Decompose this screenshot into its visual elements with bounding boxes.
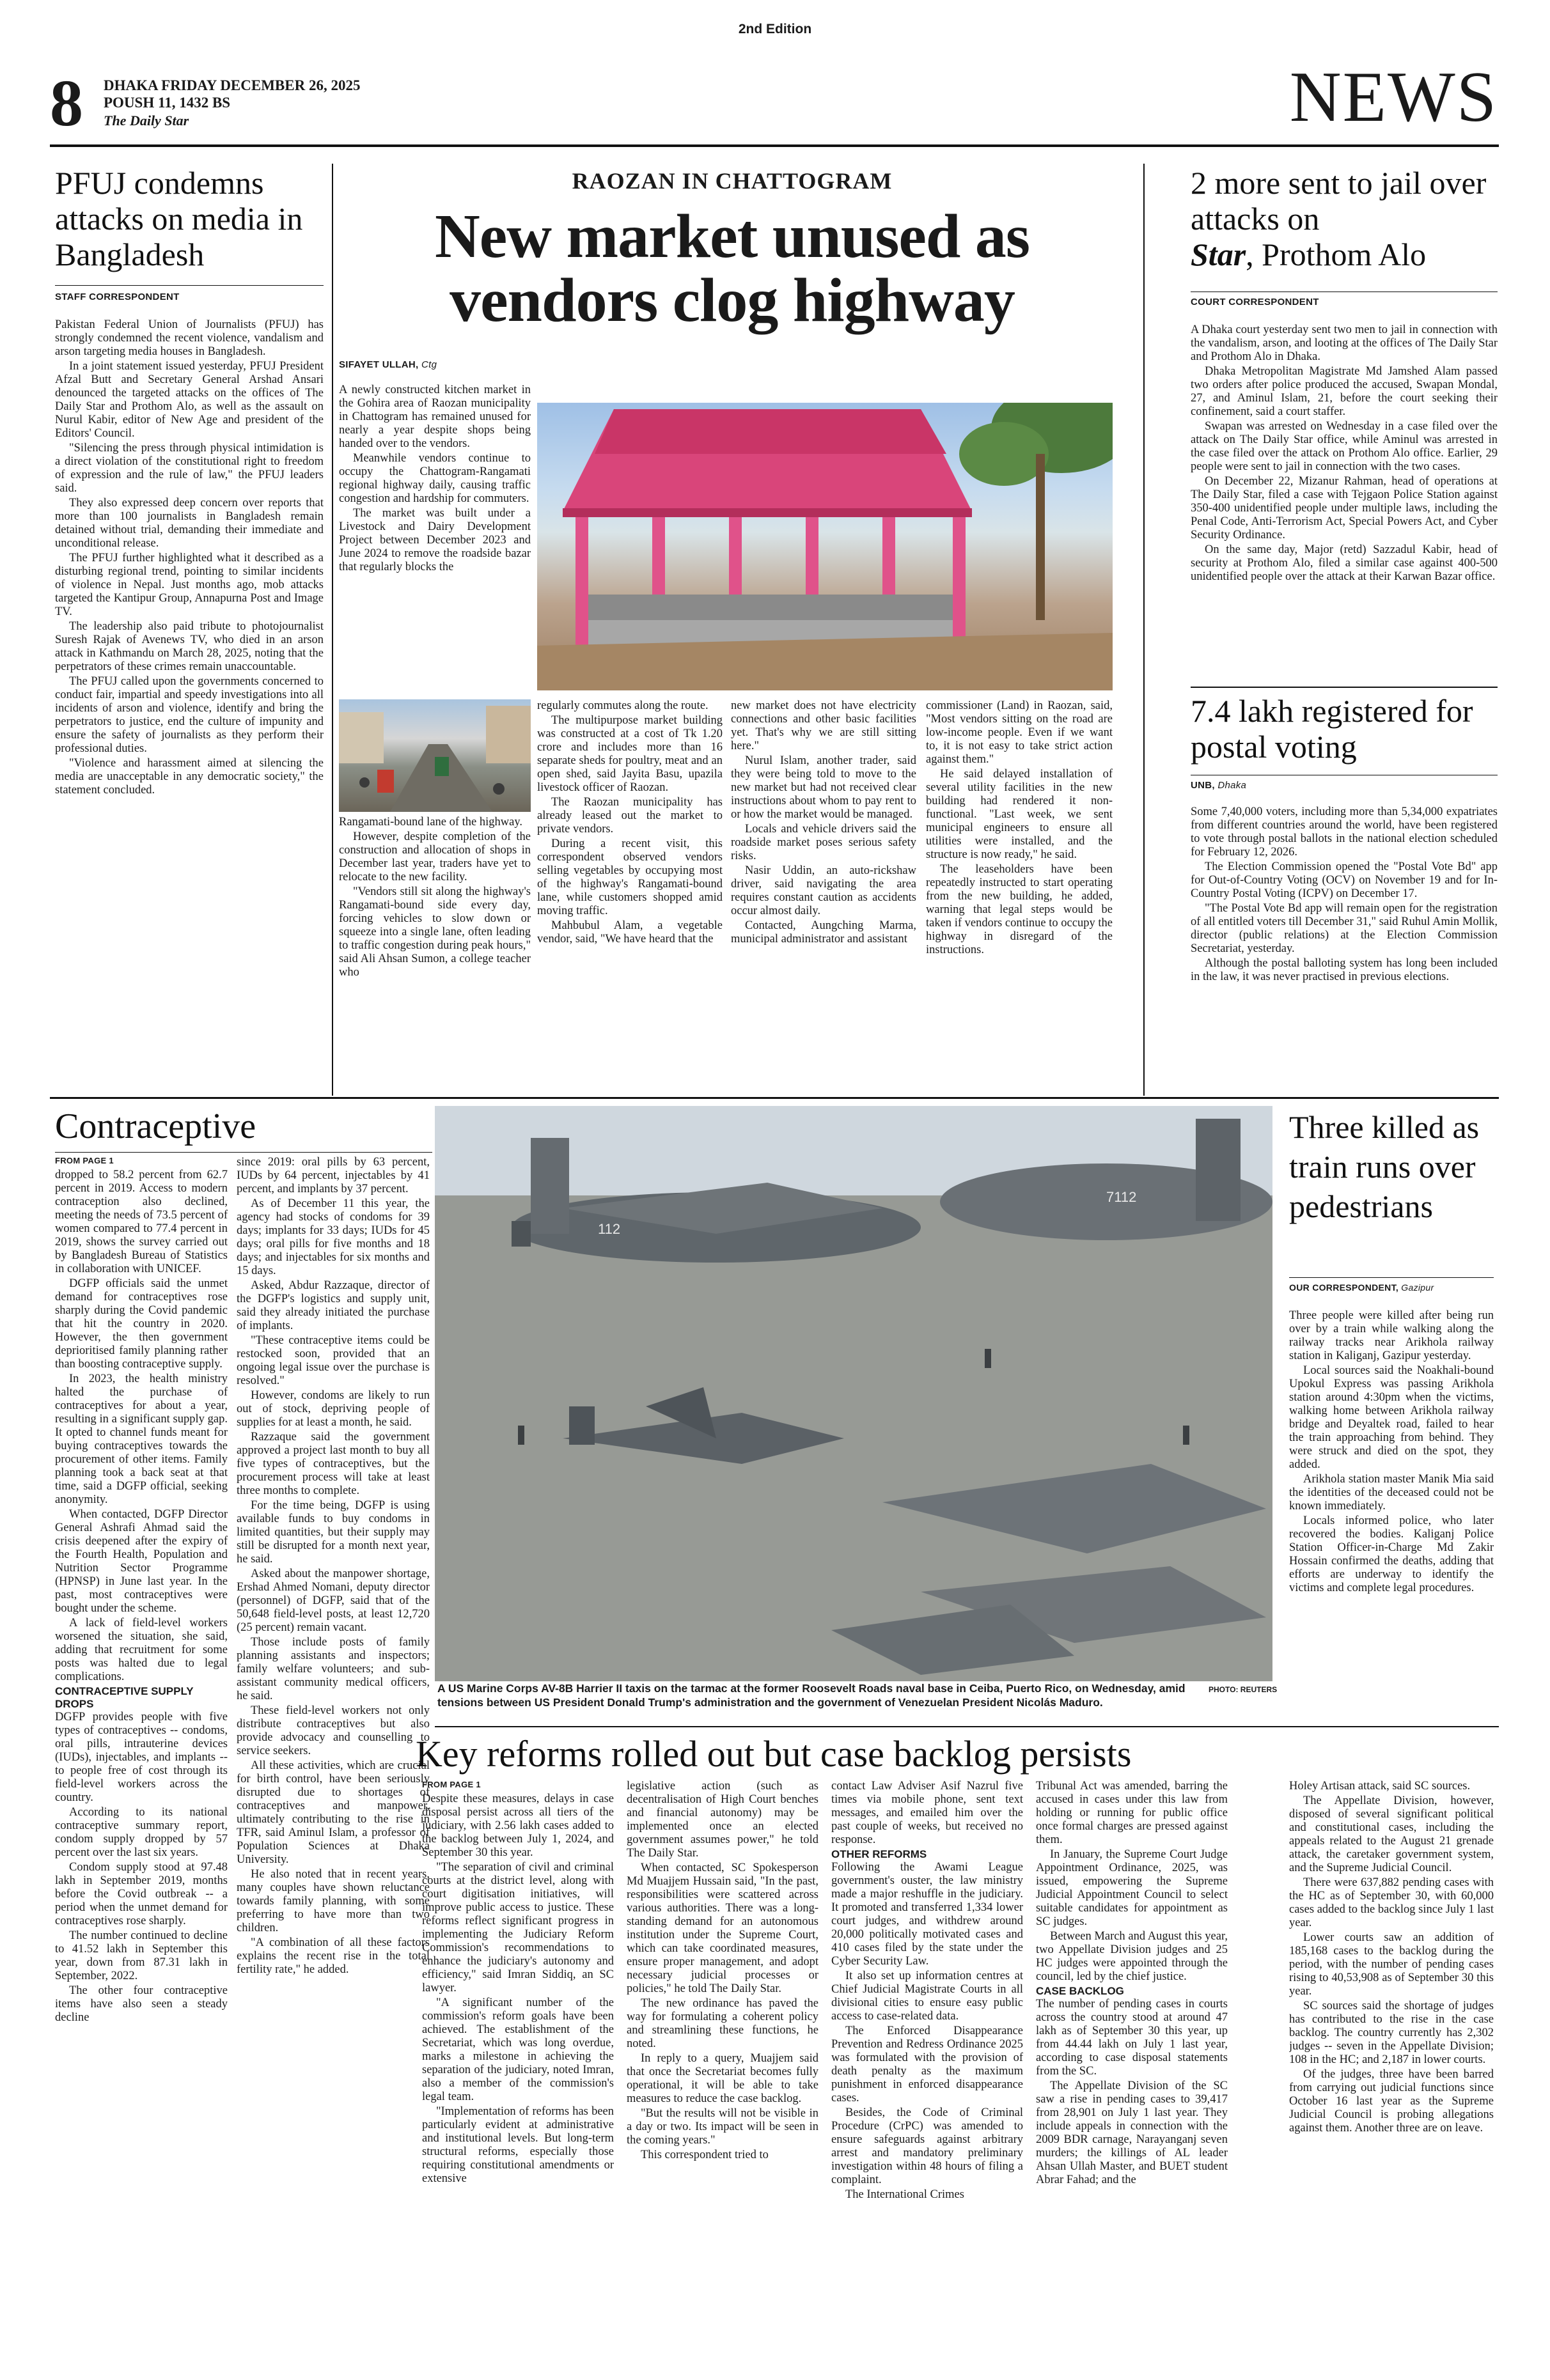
reforms-paragraph: "A significant number of the commission's reform goals have been achieved. The establishment of the Secretariat, which was long overdue, marks a milestone in achieving the separation of the judiciary, noted Imran, also a member of the commission's legal team. xyxy=(422,1996,614,2103)
pfuj-paragraph: "Silencing the press through physical intimidation is a direct violation of the constitutional right to freedom of expression and the rule of law," the PFUJ leaders said. xyxy=(55,442,324,495)
reforms-paragraph: This correspondent tried to xyxy=(641,2149,769,2161)
contraceptive-headline: Contraceptive xyxy=(55,1107,256,1146)
date-english: DHAKA FRIDAY DECEMBER 26, 2025 xyxy=(104,77,361,93)
contraceptive-paragraph: DGFP officials said the unmet demand for contraceptives rose sharply during the Covid pandemic that hit the country in 2020. However, the then government deprioritised family planning rather than boosting contraceptive supply. xyxy=(55,1277,228,1371)
reforms-paragraph: Of the judges, three have been barred from carrying out judicial functions since October 16 last year as the Supreme Judicial Council is probing allegations against them. Another three are on leave. xyxy=(1289,2068,1494,2135)
train-paragraph: Locals informed police, who later recovered the bodies. Kaliganj Police Station Officer-in-Charge Md Zakir Hossain confirmed the deaths, adding that efforts are underway to identify the victims and complete legal procedures. xyxy=(1289,1514,1494,1594)
reforms-paragraph: Holey Artisan attack, said SC sources. xyxy=(1289,1780,1471,1793)
train-byline xyxy=(1289,1282,1434,1293)
contraceptive-paragraph: since 2019: oral pills by 63 percent, IUDs by 64 percent, injectables by 41 percent, and implants by 37 percent. xyxy=(237,1156,430,1195)
pfuj-body xyxy=(55,318,324,1089)
star-logo: Star xyxy=(1191,237,1246,272)
contraceptive-paragraph: All these activities, which are crucial for birth control, have been seriously disrupted due to shortages of contraceptives and manpower, ultimately contributing to the rise in TFR, said Aminul Islam, a professor of Population Sciences at Dhaka University. xyxy=(237,1759,430,1866)
raozan-headline: New market unused as vendors clog highway xyxy=(434,202,1030,335)
raozan-paragraph: "Vendors still sit along the highway's Rangamati-bound side every day, forcing vehicles to slow down or squeeze into a single lane, often leading to traffic congestion during peak hours," said Ali Ahsan Sumon, a college teacher who xyxy=(339,885,531,979)
reforms-paragraph: "But the results will not be visible in a day or two. Its impact will be seen in the coming years." xyxy=(627,2107,818,2147)
reforms-paragraph: Lower courts saw an addition of 185,168 cases to the backlog during the period, with the number of pending cases rising to 40,53,908 as of September 30 this year. xyxy=(1289,1931,1494,1998)
jail-body xyxy=(1191,323,1498,681)
reforms-paragraph: "Implementation of reforms has been particularly evident at administrative and institutional levels. But long-term structural reforms, especially those requiring constitutional amendments or extensive xyxy=(422,2105,614,2185)
raozan-paragraph: Meanwhile vendors continue to occupy the Chattogram-Rangamati regional highway daily, causing traffic congestion and hardship for commuters. xyxy=(339,452,531,505)
reforms-paragraph: The Enforced Disappearance Prevention and Redress Ordinance 2025 was formulated with the provision of death penalty as the maximum punishment in enforced disappearance cases. xyxy=(831,2025,1023,2104)
reforms-paragraph: legislative action (such as decentralisation of High Court benches and financial autonomy) may be implemented once an elected government assumes power," he told The Daily Star. xyxy=(627,1780,818,1860)
header-rule xyxy=(50,144,1499,147)
aircraft-illustration xyxy=(435,1106,1272,1681)
raozan-col3 xyxy=(731,699,916,1089)
reforms-paragraph: In reply to a query, Muajjem said that once the Secretariat becomes fully operational, it will be able to take measures to reduce the case backlog. xyxy=(627,2052,818,2105)
street-photo xyxy=(339,699,531,812)
contraceptive-paragraph: The other four contraceptive items have also seen a steady decline xyxy=(55,1984,228,2024)
pfuj-paragraph: "Violence and harassment aimed at silencing the media are unacceptable in any democratic society," the statement concluded. xyxy=(55,757,324,797)
aircraft-caption: A US Marine Corps AV-8B Harrier II taxis on the tarmac at the former Roosevelt Roads naval base in Ceiba, Puerto Rico, on Wednesday, amid tensions between US President Donald Trump's administration and the government of Venezuelan President Nicolás Maduro. xyxy=(437,1682,1186,1709)
contraceptive-subhead: CONTRACEPTIVE SUPPLY DROPS xyxy=(55,1685,194,1710)
pfuj-paragraph: The PFUJ further highlighted what it described as a disturbing regional trend, pointing to similar incidents of violence in Nepal. Just months ago, mob attacks targeted the Kantipur Group, Annapurna Post and Image TV. xyxy=(55,552,324,618)
postal-body xyxy=(1191,805,1498,1089)
contraceptive-paragraph: Asked, Abdur Razzaque, director of the DGFP's logistics and supply unit, said they already initiated the purchase of implants. xyxy=(237,1279,430,1332)
raozan-paragraph: The leaseholders have been repeatedly instructed to start operating from the new building, he added, warning that legal steps would be taken if vendors continue to occupy the highway in disregard of the instructions. xyxy=(926,863,1113,956)
raozan-paragraph: Locals and vehicle drivers said the roadside market poses serious safety risks. xyxy=(731,823,916,862)
contraceptive-paragraph: When contacted, DGFP Director General Ashrafi Ahmad said the crisis deepened after the expiry of the Fourth Health, Population and Nutrition Sector Programme (HPNSP) in June last year. In the past, most contraceptives were bought under the scheme. xyxy=(55,1508,228,1615)
contraceptive-col2 xyxy=(237,1156,430,2368)
contraceptive-paragraph: The number continued to decline to 41.52 lakh in September this year, down from 87.31 lakh in September, 2022. xyxy=(55,1929,228,1982)
section-rule xyxy=(435,1726,1499,1727)
pfuj-paragraph: Pakistan Federal Union of Journalists (PFUJ) has strongly condemned the recent violence, vandalism and arson targeting media houses in Bangladesh. xyxy=(55,318,324,358)
raozan-byline xyxy=(339,359,437,370)
postal-byline xyxy=(1191,780,1246,791)
raozan-paragraph: The Raozan municipality has already leased out the market to private vendors. xyxy=(537,796,723,836)
raozan-paragraph: He said delayed installation of several utility facilities in the new building had rendered it non-functional. "Last week, we sent municipal engineers to ensure all utilities were installed, and the structure is now ready," he said. xyxy=(926,768,1113,861)
reforms-paragraph: SC sources said the shortage of judges has contributed to the rise in the case backlog. The country currently has 2,302 judges -- seven in the Appellate Division; 108 in the HC; and 2,187 in lower courts. xyxy=(1289,2000,1494,2066)
train-paragraph: Three people were killed after being run over by a train while walking along the railway tracks near Arikhola railway station in Kaliganj, Gazipur yesterday. xyxy=(1289,1309,1494,1362)
raozan-byline-place: Ctg xyxy=(421,359,437,370)
reforms-paragraph: The Appellate Division, however, disposed of several significant political and constitutional cases, including the appeals related to the August 21 grenade attack, the caretaker government system, and the Supreme Judicial Council. xyxy=(1289,1794,1494,1874)
raozan-paragraph: commissioner (Land) in Raozan, said, "Most vendors sitting on the road are low-income people. Even if we want to, it is not easy to take strict action against them." xyxy=(926,699,1113,766)
train-body xyxy=(1289,1309,1494,1718)
jail-paragraph: Swapan was arrested on Wednesday in a case filed over the attack on The Daily Star office, while Aminul was arrested in the case filed over the attack on Prothom Alo office. Earlier, 29 people were sent to jail in connection with the two cases. xyxy=(1191,420,1498,473)
column-divider xyxy=(1143,164,1145,1096)
train-byline-name: OUR CORRESPONDENT, xyxy=(1289,1282,1399,1293)
reforms-paragraph: Besides, the Code of Criminal Procedure (CrPC) was amended to ensure safeguards against arbitrary arrest and mandatory preliminary investigation within 48 hours of filing a complaint. xyxy=(831,2106,1023,2186)
date-bengali: POUSH 11, 1432 BS xyxy=(104,95,231,111)
reforms-paragraph: The new ordinance has paved the way for formulating a coherent policy and streamlining these functions, he noted. xyxy=(627,1997,818,2050)
pfuj-paragraph: They also expressed deep concern over reports that more than 100 journalists in Bangladesh remain detained without trial, demanding their immediate and unconditional release. xyxy=(55,497,324,550)
reforms-paragraph: In January, the Supreme Court Judge Appointment Ordinance, 2025, was issued, empowering the Supreme Judicial Appointment Council to select suitable candidates for appointment as SC judges. xyxy=(1036,1848,1228,1928)
edition-label: 2nd Edition xyxy=(738,22,812,36)
postal-paragraph: The Election Commission opened the "Postal Vote Bd" app for Out-of-Country Voting (OCV) on November 19 and for In-Country Postal Voting (ICPV) on December 17. xyxy=(1191,860,1498,900)
reforms-from-page: FROM PAGE 1 xyxy=(422,1780,481,1789)
reforms-subhead: OTHER REFORMS xyxy=(831,1848,927,1860)
raozan-paragraph: During a recent visit, this correspondent observed vendors selling vegetables by occupying most of the highway's Rangamati-bound lane, while customers shopped amid moving traffic. xyxy=(537,837,723,917)
postal-paragraph: Although the postal balloting system has long been included in the law, it was never practised in previous elections. xyxy=(1191,957,1498,983)
contraceptive-rule xyxy=(55,1152,432,1153)
pfuj-byline: STAFF CORRESPONDENT xyxy=(55,292,180,302)
raozan-paragraph: new market does not have electricity connections and other basic facilities yet. That's why we are still sitting here." xyxy=(731,699,916,752)
reforms-paragraph: When contacted, SC Spokesperson Md Muajjem Hussain said, "In the past, responsibilities were scattered across various authorities. There was a long-standing demand for an autonomous institution under the Supreme Court, which can take coordinated measures, ensure proper management, and adopt necessary judicial processes or policies," he told The Daily Star. xyxy=(627,1862,818,1995)
contraceptive-paragraph: For the time being, DGFP is using available funds to buy condoms in limited quantities, but their supply may still be disrupted for a month next year, he said. xyxy=(237,1499,430,1566)
reforms-col4 xyxy=(1036,1780,1228,2368)
raozan-kicker: RAOZAN IN CHATTOGRAM xyxy=(572,168,893,194)
jail-paragraph: A Dhaka court yesterday sent two men to jail in connection with the vandalism, arson, and looting at the offices of The Daily Star and Prothom Alo in Dhaka. xyxy=(1191,323,1498,363)
train-paragraph: Local sources said the Noakhali-bound Upokul Express was passing Arikhola station around 4:30pm when the victims, walking home between Arikhola railway bridge and Deyaltek road, failed to hear the train approaching from behind. They were struck and died on the spot, they added. xyxy=(1289,1364,1494,1471)
reforms-paragraph: "The separation of civil and criminal courts at the district level, along with court digitisation initiatives, will improve public access to justice. These reforms reflect significant progress in implementing the Judiciary Reform Commission's recommendations to enhance the judiciary's autonomy and efficiency," said Imran Siddiq, an SC lawyer. xyxy=(422,1861,614,1995)
market-photo xyxy=(537,403,1113,690)
contraceptive-paragraph: "A combination of all these factors explains the recent rise in the total fertility rate," he added. xyxy=(237,1936,430,1976)
contraceptive-paragraph: These field-level workers not only distribute contraceptives but also provide advocacy and counselling to service seekers. xyxy=(237,1704,430,1757)
contraceptive-paragraph: In 2023, the health ministry halted the purchase of contraceptives for about a year, resulting in a significant supply gap. It opted to channel funds meant for buying contraceptives towards the procurement of other items. Family planning took a back seat at that time, said a DGFP official, seeking anonymity. xyxy=(55,1373,228,1506)
reforms-headline: Key reforms rolled out but case backlog persists xyxy=(416,1733,1132,1775)
raozan-paragraph: Rangamati-bound lane of the highway. xyxy=(339,816,523,828)
postal-paragraph: Some 7,40,000 voters, including more than 5,34,000 expatriates from different countries around the world, have been registered to vote through postal ballots in the national election scheduled for February 12, 2026. xyxy=(1191,805,1498,859)
contraceptive-paragraph: He also noted that in recent years, many couples have shown reluctance towards family planning, with some preferring to have more than two children. xyxy=(237,1868,430,1934)
postal-paragraph: "The Postal Vote Bd app will remain open for the registration of all entitled voters till December 31," said Ruhul Amin Mollik, director (public relations) at the Election Commission Secretariat, yesterday. xyxy=(1191,902,1498,955)
reforms-col1 xyxy=(422,1793,614,2368)
jail-paragraph: On the same day, Major (retd) Sazzadul Kabir, head of security at Prothom Alo, filed a similar case against 400-500 unidentified people over the attack at their Karwan Bazar office. xyxy=(1191,543,1498,583)
reforms-paragraph: contact Law Adviser Asif Nazrul five times via mobile phone, sent text messages, and emailed him over the past couple of weeks, but received no response. xyxy=(831,1780,1023,1846)
train-paragraph: Arikhola station master Manik Mia said the identities of the deceased could not be known immediately. xyxy=(1289,1473,1494,1513)
reforms-paragraph: It also set up information centres at Chief Judicial Magistrate Courts in all divisional cities to ensure easy public access to case-related data. xyxy=(831,1970,1023,2023)
raozan-byline-name: SIFAYET ULLAH, xyxy=(339,359,419,370)
train-headline: Three killed as train runs over pedestrians xyxy=(1289,1109,1480,1224)
postal-byline-place: Dhaka xyxy=(1217,780,1247,791)
raozan-paragraph: regularly commutes along the route. xyxy=(537,699,708,712)
reforms-col3 xyxy=(831,1780,1023,2368)
raozan-paragraph: Mahbubul Alam, a vegetable vendor, said, "We have heard that the xyxy=(537,919,723,945)
pfuj-rule xyxy=(55,285,324,286)
reforms-paragraph: Tribunal Act was amended, barring the accused in cases under this law from holding or running for public office once formal charges are pressed against them. xyxy=(1036,1780,1228,1846)
contraceptive-paragraph: "These contraceptive items could be restocked soon, provided that an ongoing legal issue over the purchase is resolved." xyxy=(237,1334,430,1387)
raozan-col2 xyxy=(537,699,723,1089)
contraceptive-paragraph: Asked about the manpower shortage, Ershad Ahmed Nomani, deputy director (personnel) of DGFP, said that of the 50,648 field-level posts, at least 12,720 (25 percent) remain vacant. xyxy=(237,1567,430,1634)
raozan-paragraph: The market was built under a Livestock and Dairy Development Project between December 2023 and June 2024 to remove the roadside bazar that regularly blocks the xyxy=(339,507,531,573)
reforms-paragraph: Despite these measures, delays in case disposal persist across all tiers of the judiciary, with 2.56 lakh cases added to the backlog between July 1, 2024, and September 30 this year. xyxy=(422,1793,614,1859)
contraceptive-col1 xyxy=(55,1169,228,2368)
contraceptive-paragraph: As of December 11 this year, the agency had stocks of condoms for 39 days; implants for 33 days; IUDs for 45 days; oral pills for five months and 18 days; and injectables for six months and 15 days. xyxy=(237,1197,430,1277)
section-title: NEWS xyxy=(1289,58,1498,137)
aircraft-photo xyxy=(435,1106,1272,1681)
story-divider xyxy=(1191,687,1498,688)
raozan-col1 xyxy=(339,384,531,697)
raozan-paragraph: However, despite completion of the construction and allocation of shops in December last year, traders have yet to relocate to the new facility. xyxy=(339,830,531,883)
paper-logo: The Daily Star xyxy=(104,113,189,128)
raozan-paragraph: Nasir Uddin, an auto-rickshaw driver, said navigating the area requires constant caution as accidents occur almost daily. xyxy=(731,864,916,917)
raozan-paragraph: A newly constructed kitchen market in the Gohira area of Raozan municipality in Chattogram has remained unused for nearly a year despite shops being handed over to the vendors. xyxy=(339,384,531,450)
reforms-col2 xyxy=(627,1780,818,2368)
pfuj-paragraph: In a joint statement issued yesterday, PFUJ President Afzal Butt and Secretary General Arshad Ansari denounced the targeted attacks on the offices of The Daily Star and Prothom Alo, as well as the assault on Nurul Kabir, editor of New Age and president of the Editors' Council. xyxy=(55,360,324,440)
section-rule xyxy=(50,1097,1499,1099)
jail-paragraph: Dhaka Metropolitan Magistrate Md Jamshed Alam passed two orders after police produced the accused, Swapan Mondal, 27, and Aminul Islam, 21, before the court seeking their confinement, said a court staffer. xyxy=(1191,365,1498,418)
jail-headline-text: 2 more sent to jail over attacks on xyxy=(1191,165,1487,237)
contraceptive-paragraph: According to its national contraceptive summary report, condom supply dropped by 57 percent over the last six years. xyxy=(55,1806,228,1859)
contraceptive-paragraph: DGFP provides people with five types of contraceptives -- condoms, oral pills, intrauterine devices (IUDs), injectables, and implants -- to people free of cost through its field-level workers across the country. xyxy=(55,1711,228,1804)
pfuj-paragraph: The leadership also paid tribute to photojournalist Suresh Rajak of Avenews TV, who died in an arson attack in Kathmandu on March 28, 2025, noting that the perpetrators of these crimes remain unaccountable. xyxy=(55,620,324,673)
contraceptive-from-page: FROM PAGE 1 xyxy=(55,1156,114,1165)
pfuj-paragraph: The PFUJ called upon the governments concerned to conduct fair, impartial and speedy investigations into all incidents of arson and violence, identify and bring the perpetrators to justice, end the culture of impunity and ensure the safety of journalists as they perform their professional duties. xyxy=(55,675,324,755)
market-shed-illustration xyxy=(537,403,1113,690)
street-illustration xyxy=(339,699,531,812)
reforms-subhead: CASE BACKLOG xyxy=(1036,1985,1124,1997)
photo-credit: PHOTO: REUTERS xyxy=(1209,1685,1278,1694)
contraceptive-paragraph: Razzaque said the government approved a project last month to buy all five types of contraceptives, but the procurement process will take at least three months to complete. xyxy=(237,1431,430,1497)
contraceptive-paragraph: A lack of field-level workers worsened the situation, she said, adding that recruitment for some posts was halted due to legal complications. xyxy=(55,1617,228,1683)
reforms-paragraph: There were 637,882 pending cases with the HC as of September 30, with 60,000 cases added to the backlog since July 1 last year. xyxy=(1289,1876,1494,1929)
raozan-col4 xyxy=(926,699,1113,1089)
jail-headline-rest: , Prothom Alo xyxy=(1246,237,1427,272)
contraceptive-paragraph: However, condoms are likely to run out of stock, depriving people of supplies for at least a month, he said. xyxy=(237,1389,430,1429)
raozan-paragraph: Nurul Islam, another trader, said they were being told to move to the new market but had not received clear instructions about whom to pay rent to or how the market would be managed. xyxy=(731,754,916,821)
train-rule xyxy=(1289,1277,1494,1278)
contraceptive-paragraph: Those include posts of family planning assistants and inspectors; family welfare volunteers; and sub-assistant community medical officers, he said. xyxy=(237,1636,430,1702)
reforms-paragraph: The Appellate Division of the SC saw a rise in pending cases to 39,417 from 28,901 on July 1 last year. They include appeals in connection with the 2009 BDR carnage, Narayanganj seven murders; the killings of AL leader Ahsan Ullah Master, and BUET student Abrar Fahad; and the xyxy=(1036,2080,1228,2186)
reforms-col5 xyxy=(1289,1780,1494,2368)
raozan-paragraph: The multipurpose market building was constructed at a cost of Tk 1.20 crore and includes more than 16 separate sheds for poultry, meat and an open shed, said Jayita Basu, upazila livestock officer of Raozan. xyxy=(537,714,723,794)
jail-byline: COURT CORRESPONDENT xyxy=(1191,297,1319,307)
raozan-col1b xyxy=(339,816,531,1089)
reforms-paragraph: The International Crimes xyxy=(845,2188,964,2201)
jail-paragraph: On December 22, Mizanur Rahman, head of operations at The Daily Star, filed a case with Tejgaon Police Station against 350-400 unidentified people under multiple laws, including the Penal Code, Anti-Terrorism Act, Special Powers Act, and Cyber Security Ordinance. xyxy=(1191,475,1498,541)
column-divider xyxy=(332,164,333,1096)
pfuj-headline: PFUJ condemns attacks on media in Bangladesh xyxy=(55,165,303,272)
reforms-paragraph: The number of pending cases in courts across the country stood at around 47 lakh as of September 30 this year, up from 44.44 lakh on July 1 last year, according to case disposal statements from the SC. xyxy=(1036,1998,1228,2078)
reforms-paragraph: Following the Awami League government's ouster, the law ministry made a major reshuffle in the judiciary. It promoted and transferred 1,334 lower court judges, and withdrew around 20,000 politically motivated cases and 410 cases filed by the state under the Cyber Security Law. xyxy=(831,1861,1023,1968)
date-line xyxy=(104,77,360,111)
contraceptive-paragraph: Condom supply stood at 97.48 lakh in September 2019, months before the Covid outbreak -- a period when the unmet demand for contraceptives rose sharply. xyxy=(55,1861,228,1927)
jail-headline xyxy=(1191,165,1504,272)
train-byline-place: Gazipur xyxy=(1401,1282,1434,1293)
raozan-paragraph: Contacted, Aungching Marma, municipal administrator and assistant xyxy=(731,919,916,945)
postal-headline: 7.4 lakh registered for postal voting xyxy=(1191,693,1473,765)
tail-number-2: 7112 xyxy=(1106,1189,1137,1205)
contraceptive-paragraph: dropped to 58.2 percent from 62.7 percent in 2019. Access to modern contraception also declined, meeting the needs of 73.5 percent of women compared to 77.4 percent in 2019, shows the survey carried out by Bangladesh Bureau of Statistics in collaboration with UNICEF. xyxy=(55,1169,228,1275)
page-number: 8 xyxy=(50,66,83,140)
reforms-paragraph: Between March and August this year, two Appellate Division judges and 25 HC judges were appointed through the council, led by the chief justice. xyxy=(1036,1930,1228,1983)
postal-byline-name: UNB, xyxy=(1191,780,1215,791)
tail-number-1: 112 xyxy=(598,1221,621,1237)
